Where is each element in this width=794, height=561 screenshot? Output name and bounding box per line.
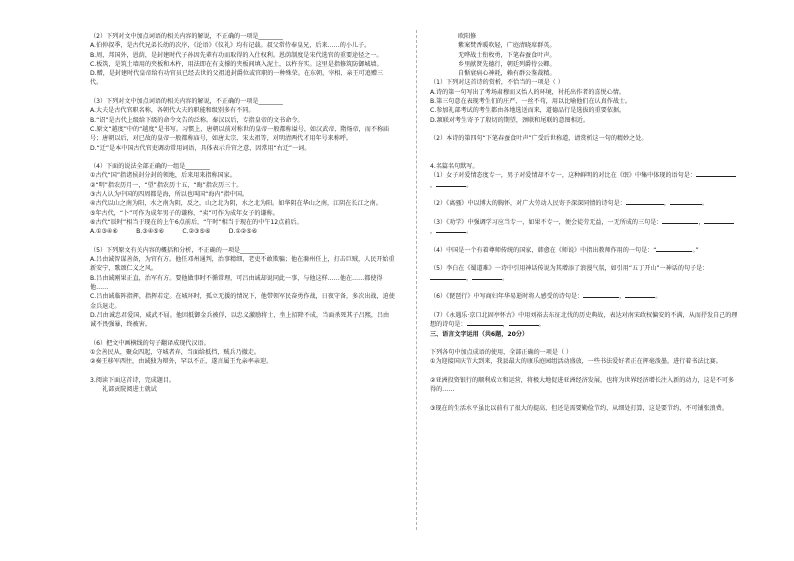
q3-stem: （3）下列对文中加点词语的相关内容的解说，不正确的一项是________ bbox=[90, 98, 283, 106]
poem-title: 礼部贡院阅进士就试 bbox=[102, 386, 157, 394]
fill-item-3: （3）《劝学》中强调学习应当专一，如果不专一，便会徒劳无益，一无所成的三句是： ，， 。 bbox=[430, 218, 740, 237]
fill-item-5: （5）李白在《蜀道难》一诗中引用神话传说为其增添了浪漫气氛，如引用“五丁开山”一神话的句子是：， 。 bbox=[430, 265, 709, 282]
lang-item-1: ①为迎接国庆节大到来，我县最大的康乐庭园组活动盛放，一些书法爱好者正在挥毫泼墨，进行着书法比赛。 bbox=[430, 358, 722, 366]
q6-stem: （6）把文中画横线的句子翻译成现代汉语。 bbox=[90, 339, 210, 347]
q3-option-d: D.“迁”是本中国古代官吏调动常用词语，具体表示升官之意，因常用“右迁”一词。 bbox=[90, 144, 311, 152]
q4-line-4: ④古代以山之南为阳，水之南为阴，反之，山之北为阴，水之北为阳。如华阴在华山之南，江阴在长江之南。 bbox=[90, 200, 382, 208]
fill-item-1: （1）女子对爱情态度专一，男子对爱情却不专一，这种鲜明的对比在《氓》中集中体现的语句是：， 。 bbox=[430, 171, 740, 190]
q4-line-5: ⑤年古代，“卜”可作为成年男子的谦称，“卖”可作为成年女子的谦称。 bbox=[90, 209, 279, 217]
answer-blank[interactable] bbox=[436, 232, 466, 233]
answer-blank[interactable] bbox=[662, 223, 698, 224]
answer-blank[interactable] bbox=[704, 223, 734, 224]
lang-item-2: ②亚洲投资银行的顺利成立和运营，将极大地促进亚洲经济发展，也将为世界经济增长注入新的动力，这是不可多得的…… bbox=[430, 376, 735, 394]
answer-blank[interactable] bbox=[472, 279, 502, 280]
answer-blank[interactable] bbox=[670, 204, 702, 205]
q2-option-a: A.伯仲叔季，是古代兄弟长幼的次序，《论语》《仪礼》均有记载。叔父常侍奉皇兄，后来……的小儿子。 bbox=[90, 42, 371, 50]
fill-item-2: （2）《离骚》中以博大的胸怀，对广大劳动人民寄予深深同情的诗句是： ， 。 bbox=[430, 200, 709, 208]
fill-item-7: （7）《永遇乐·京口北固亭怀古》中用刘裕去东征北伐的历史典故，表达对南宋政权偏安的不满，从而抒发自己的理想的诗句是： ， 。 bbox=[430, 311, 738, 329]
answer-blank[interactable] bbox=[430, 279, 466, 280]
q4-line-1: ①古代“国”指诸侯封分封的领地，后来用来指称国家。 bbox=[90, 172, 236, 180]
q4-line-6: ⑥古代“辰时”相当于现在的上午6点前后，“午时”相当于现在的中午12点前后。 bbox=[90, 218, 303, 226]
answer-blank[interactable] bbox=[583, 297, 619, 298]
poem-q2-stem: （2）本诗的第四句“下笔春蚕食叶声”广受后世称道，请赏析这一句的精妙之处。 bbox=[430, 135, 648, 143]
right-column bbox=[430, 32, 740, 413]
answer-blank[interactable] bbox=[467, 325, 503, 326]
q2-stem: （2）下列对文中加点词语的相关内容的解说，不正确的一项是________ bbox=[90, 33, 283, 40]
answer-blank[interactable] bbox=[656, 251, 692, 252]
q6-line-2: ②奏王移军西往，由诚独为辩外，罕以不正，遂言属王允亲率亲迎。 bbox=[90, 358, 273, 366]
lang-item-3: ③现在的生活水平虽比以前有了很大的提高，但还是需要勤俭节约，从细处打算，这是要节约，不可铺张浪费。 bbox=[430, 404, 728, 412]
poem-q1-option-c: C.参加礼部考试的考生都由各地选送而来，道德品行是选拔的重要依据。 bbox=[430, 107, 626, 115]
q4-line-2: ②“明”指农历月一，“望”指农历十五，“晦”指农历三十。 bbox=[90, 181, 243, 189]
q5-option-c: C.吕由诚临阵指挥，指挥若定。在城坏时，孤立无援的情况下，他带领军民奋勇作战，日夜守备，多次出战，迫使金兵退走。 bbox=[90, 293, 395, 310]
answer-blank[interactable] bbox=[436, 186, 466, 187]
fill-item-6: （6）《琵琶行》中写商妇年华易逝时将人感受的诗句是： ， 。 bbox=[430, 293, 662, 301]
q5-option-a: A.吕由诚智谋善备，为官有方。他任邓州通判，治事精细，老吏不敢欺骗；他在滁州任上，打击巨贼，人民开始重新安宁，歌颂仁义之风。 bbox=[90, 256, 395, 273]
poem-q1-option-d: D.颔联对考生寄予了殷切的期望，颈联和尾联的意图相近。 bbox=[430, 116, 589, 124]
q3-option-b: B.“诏”是古代上级给下级的命令文告的泛称。秦汉以后，专指皇帝的文书命令。 bbox=[90, 116, 304, 124]
poem-q1-option-a: A.诗的第一句写出了考场肃穆而又怡人的环境，衬托出作者的喜悦心情。 bbox=[430, 88, 625, 96]
poem-q1-stem: （1）下列对这首诗的赏析，不恰当的一项是（ ） bbox=[430, 79, 564, 87]
answer-blank[interactable] bbox=[509, 325, 539, 326]
poem-author: 欧阳修 bbox=[458, 33, 477, 40]
answer-blank[interactable] bbox=[625, 297, 655, 298]
poem-line-1: 紫案焚香暖吹轻，广庭清晓席群英。 bbox=[458, 42, 556, 50]
q4-answers: A.①③④⑥ B.③④⑤⑥ C.②③⑤⑥ D.①②⑤⑥ bbox=[90, 228, 258, 236]
section-3-heading: 三、语言文字运用（共6题，20分） bbox=[430, 330, 529, 338]
poem-line-2: 无哗战士衔枚勇，下笔春蚕食叶声。 bbox=[458, 51, 556, 59]
column-divider bbox=[416, 30, 417, 530]
q3-option-a: A.大夫是古代官职名称，各朝代大夫的职能和级别多有不同。 bbox=[90, 107, 255, 115]
poem-q1-option-b: B.第三句意在表现考生们的庄严、一丝不苟，用以比喻他们在认真作战士。 bbox=[430, 98, 632, 106]
q4-stem: （4）下面的说法全部正确的一组是________ bbox=[90, 163, 210, 171]
answer-blank[interactable] bbox=[696, 176, 736, 177]
fill-item-4: （4）中国是一个有着尊师传统的国家，韩愈在《师说》中指出教师作用的一句是：“ 。” bbox=[430, 246, 699, 254]
q2-option-d: D.赠，是封建时代皇帝给有功官员已经去世的父祖追封爵位或官职的一种殊荣。在东朝，宰相、亲王可追赠三代。 bbox=[90, 70, 384, 87]
q6-line-1: ①会善民从，聚众四起，守城者弃，当面给抵挡，贼兵乃撤走。 bbox=[90, 349, 260, 357]
q2-option-b: B.周，邦国外，恩荫，是封建时代子孙因先辈有功而取得的入仕权利。恩荫制度是宋代选官的重要途径之一。 bbox=[90, 51, 383, 59]
q5-option-d: D.吕由诚忠君爱国，威武不屈。他因抵御金兵被俘，以忠义激励将士，坐上招降不成，当面杀死其子吕熙，吕由诚不畏强暴，终被害。 bbox=[90, 311, 390, 329]
answer-blank[interactable] bbox=[626, 204, 664, 205]
left-column bbox=[90, 32, 395, 395]
section-4-heading: 4.名篇名句默写。 bbox=[430, 163, 479, 171]
q4-line-3: ③古人认为中国的四周都是海，所以也叫国“海内”指中国。 bbox=[90, 191, 249, 199]
q7-stem: 3.阅读下面这首诗，完成题目。 bbox=[90, 376, 176, 384]
q2-option-c: C.板筑，是筑土墙用的夹板和木杵，用法即在有支撑的夹板间填入泥土，以杵夯实。这里是指修筑防御城墙。 bbox=[90, 60, 383, 68]
poem-line-3: 乡里献贤先德行，朝廷列爵待公卿。 bbox=[458, 60, 556, 68]
q3-option-c: C.原文“越度”中的“越度”是书写。习惯上，唐朝以前对称世的皇帝一般都称谥号，如汉武帝、隋炀帝，而不称庙号；唐朝以后，对已故的皇帝一般都称庙号，如唐太宗、宋太祖等，对明清两代才用年号来称呼。 bbox=[90, 125, 390, 143]
q5-stem: （5）下列原文有关内容的概括和分析，不正确的一项是________ bbox=[90, 246, 265, 254]
q5-option-b: B.吕由诚刚果正直，治军有方。要他做事时不循常理，可吕由诚却说同此一事，与他这样……他在……都使得他…… bbox=[90, 274, 383, 292]
poem-line-4: 自惭衰病心神耗，赖有群公鉴裁精。 bbox=[458, 70, 556, 78]
lang-q-stem: 下列各句中加点成语的使用，全部正确的一项是（ ） bbox=[430, 349, 573, 357]
